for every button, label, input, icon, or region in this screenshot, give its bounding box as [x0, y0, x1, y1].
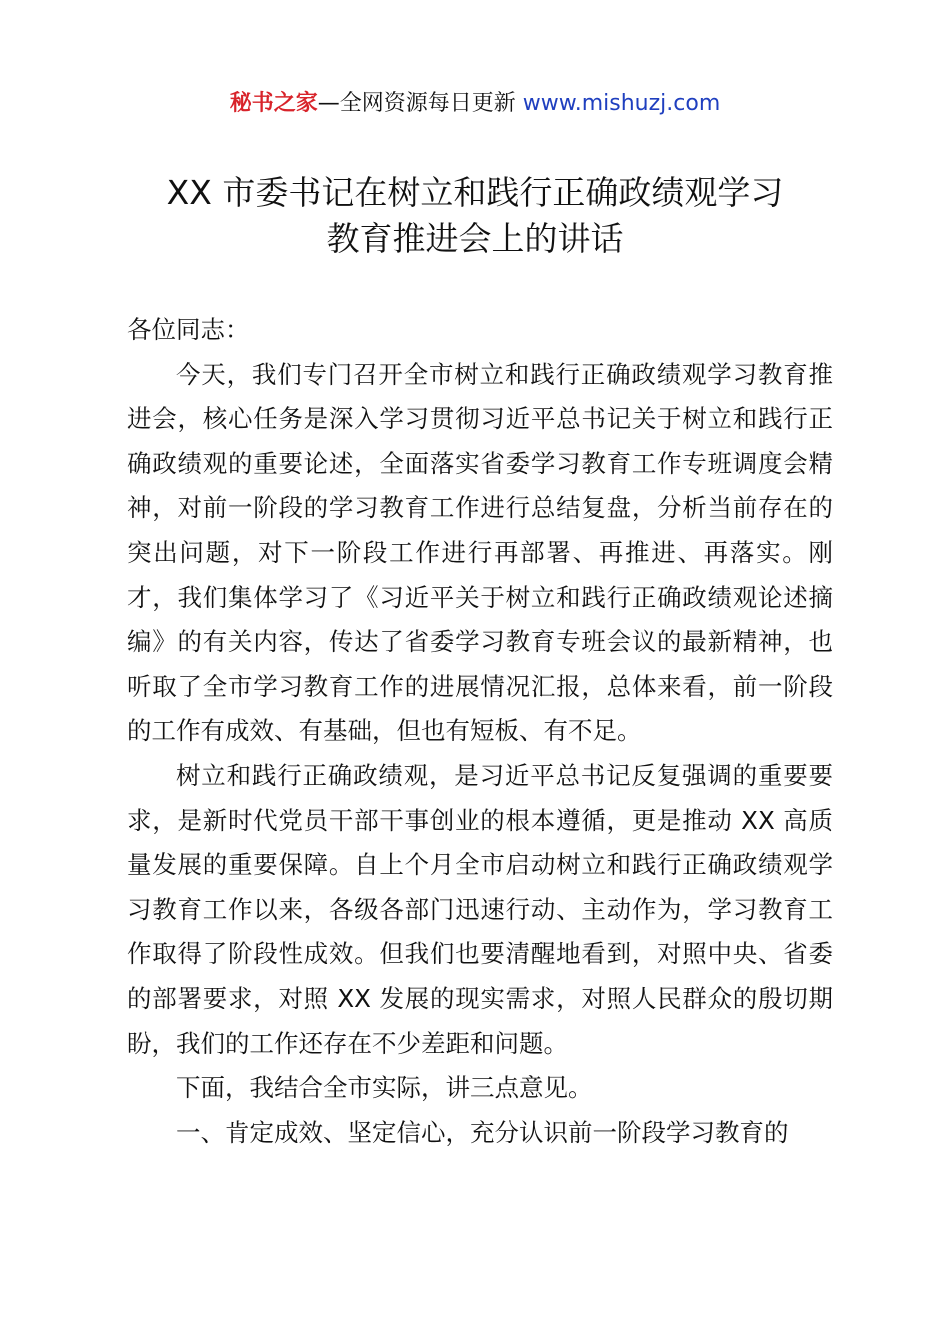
paragraph-2: 树立和践行正确政绩观，是习近平总书记反复强调的重要要求，是新时代党员干部干事创业的根本遵循，更是推动 XX 高质量发展的重要保障。自上个月全市启动树立和践行正确政绩观学习教育工作以来，各级各部门迅速行动、主动作为，学习教育工作取得了阶段性成效。但我们也要清醒地看到，对照中央、省委的部署要求，对照 XX 发展的现实需求，对照人民群众的殷切期盼，我们的工作还存在不少差距和问题。	[127, 760, 833, 1058]
document-body	[127, 308, 833, 1155]
brand-name: 秘书之家	[229, 91, 318, 116]
site-banner	[0, 88, 950, 120]
title-line-1: XX 市委书记在树立和践行正确政绩观学习	[166, 173, 784, 212]
site-url-link[interactable]: www.mishuzj.com	[522, 91, 721, 116]
banner-tagline: —全网资源每日更新	[317, 91, 523, 116]
salutation: 各位同志：	[127, 315, 250, 344]
paragraph-3: 下面，我结合全市实际，讲三点意见。	[176, 1073, 593, 1103]
paragraph-1: 今天，我们专门召开全市树立和践行正确政绩观学习教育推进会，核心任务是深入学习贯彻习近平总书记关于树立和践行正确政绩观的重要论述，全面落实省委学习教育工作专班调度会精神，对前一阶段的学习教育工作进行总结复盘，分析当前存在的突出问题，对下一阶段工作进行再部署、再推进、再落实。刚才，我们集体学习了《习近平关于树立和践行正确政绩观论述摘编》的有关内容，传达了省委学习教育专班会议的最新精神，也听取了全市学习教育工作的进展情况汇报，总体来看，前一阶段的工作有成效、有基础，但也有短板、有不足。	[127, 359, 833, 746]
title-line-2: 教育推进会上的讲话	[326, 219, 624, 258]
document-title	[100, 170, 850, 262]
section-heading-1: 一、肯定成效、坚定信心，充分认识前一阶段学习教育的	[176, 1117, 789, 1147]
